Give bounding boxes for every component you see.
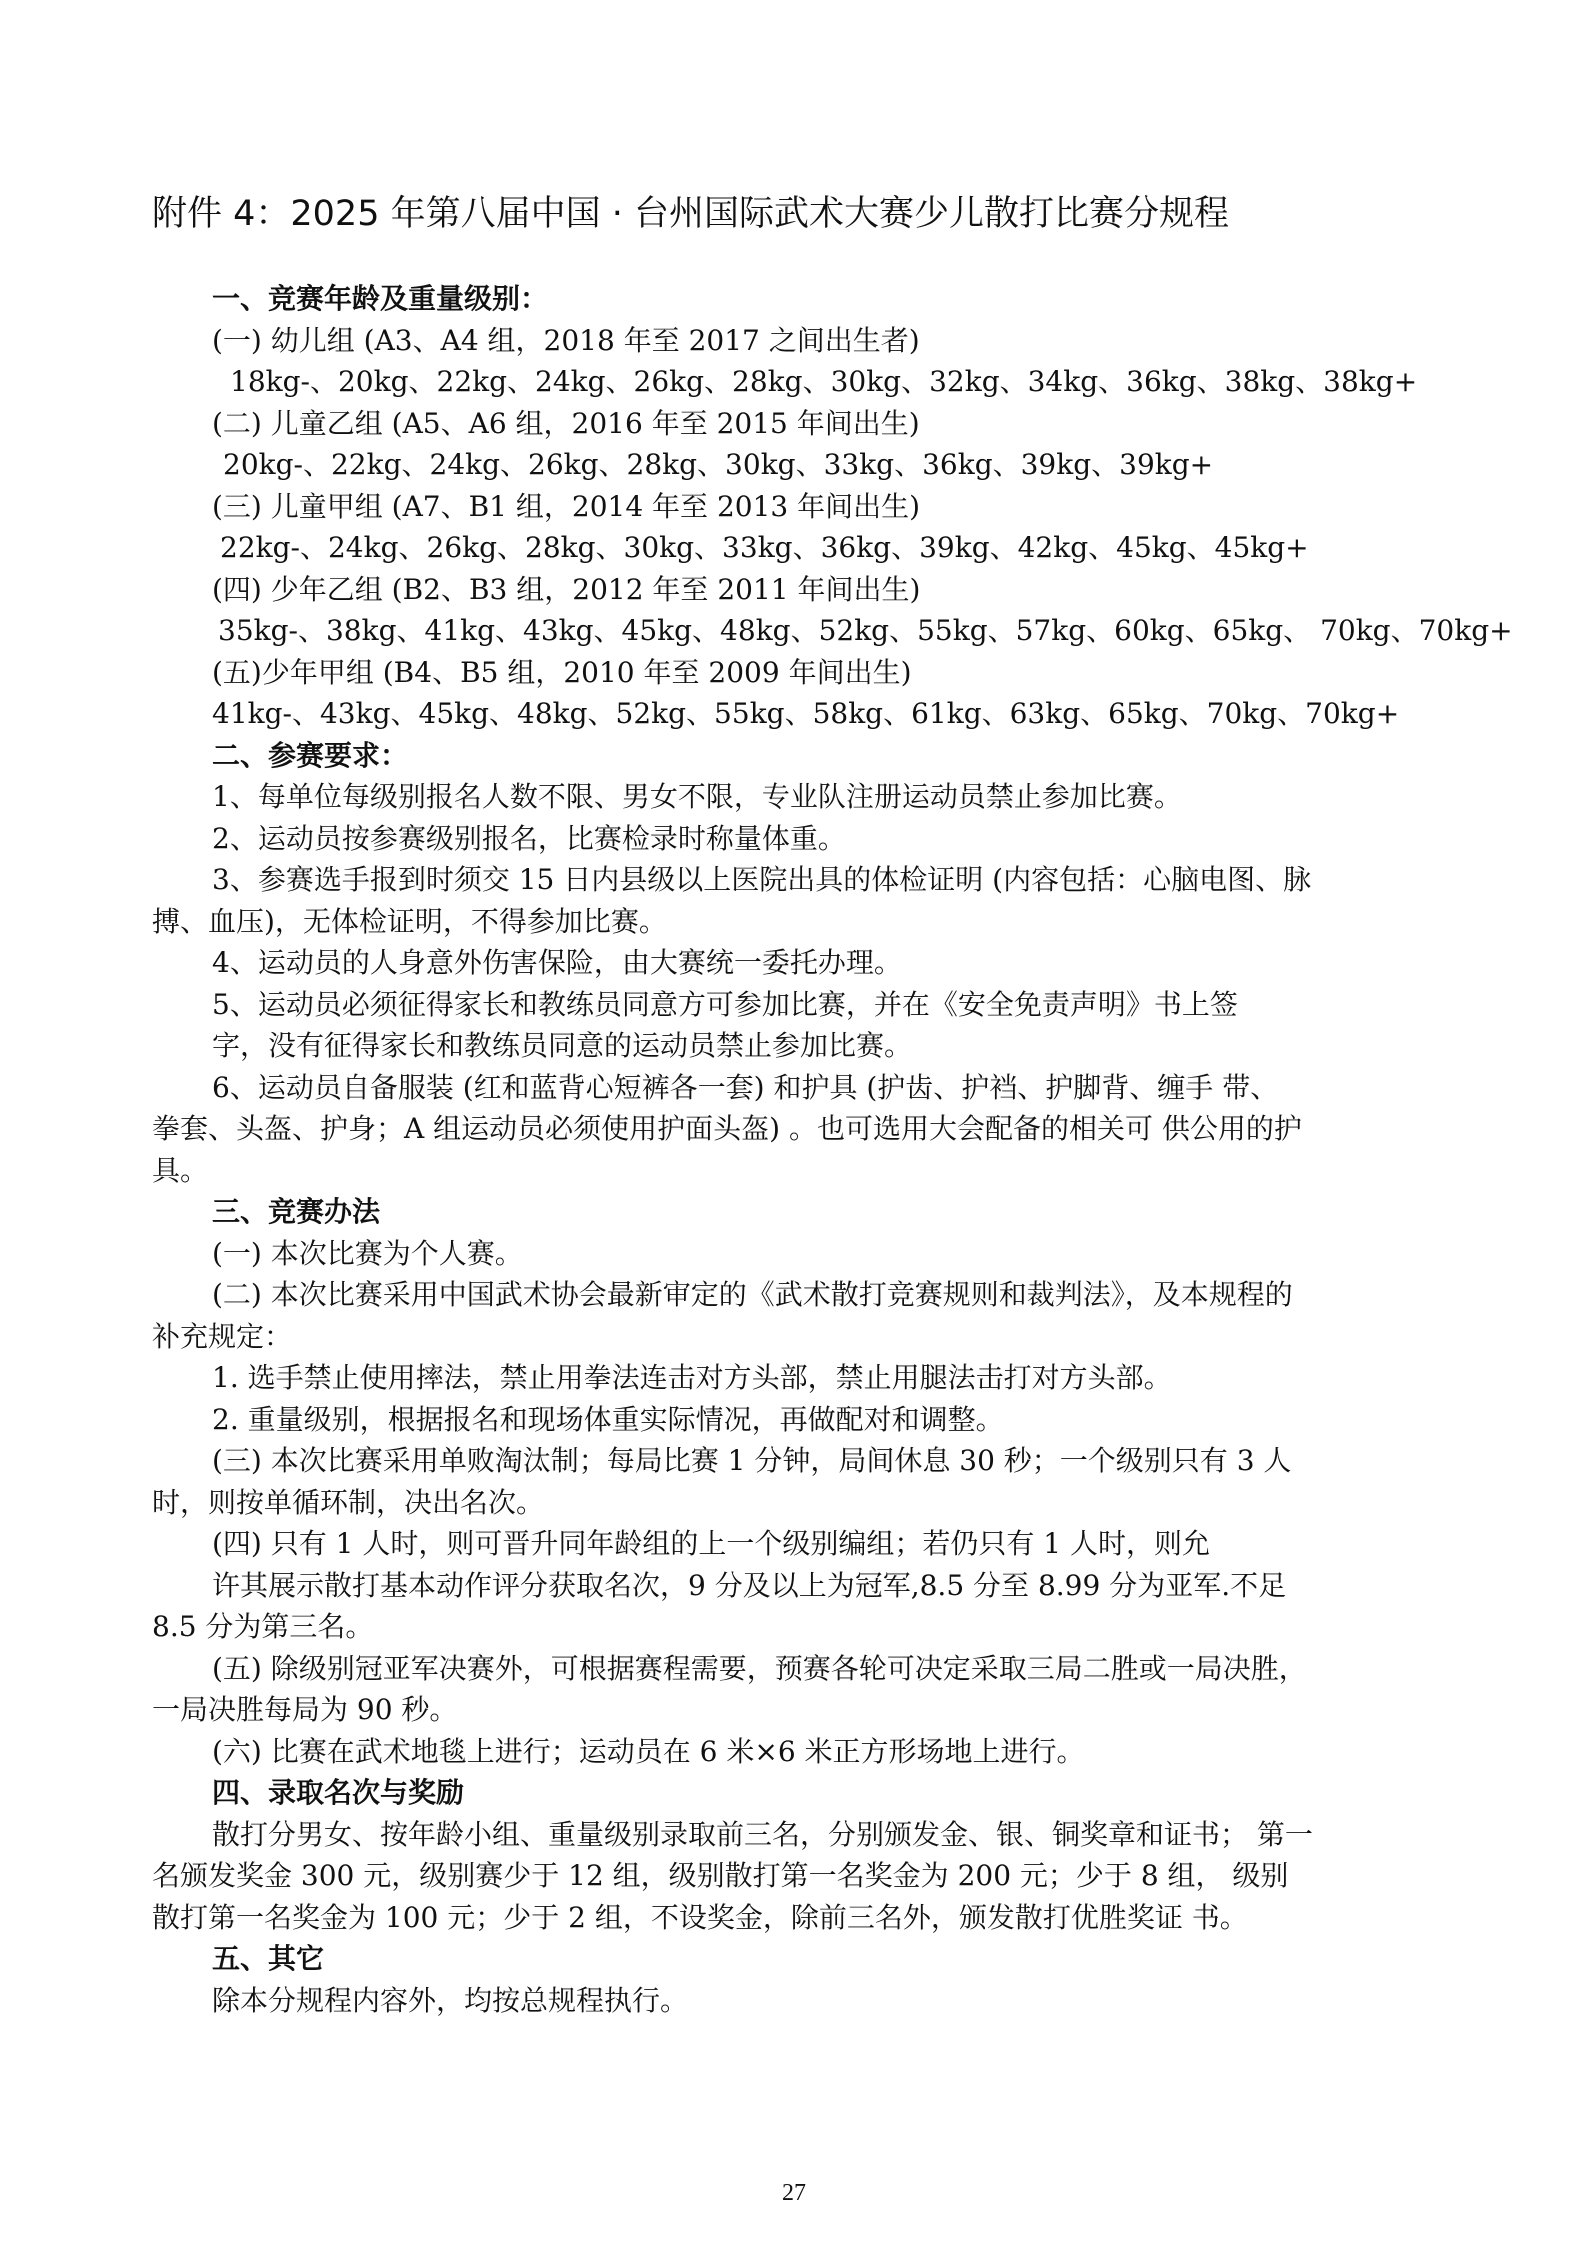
section-3-item-4-line-3: 8.5 分为第三名。: [152, 1610, 374, 1643]
section-2-heading: 二、参赛要求：: [212, 738, 409, 772]
group-5-weights: 41kg-、43kg、45kg、48kg、52kg、55kg、58kg、61kg、63kg、65kg、70kg、70kg+: [212, 697, 1400, 730]
section-2-item-6-line-3: 具。: [152, 1153, 209, 1187]
section-2-item-6-line-2: 拳套、头盔、护身；A 组运动员必须使用护面头盔) 。也可选用大会配备的相关可 供公用的护: [152, 1112, 1302, 1145]
section-4-para-line-1: 散打分男女、按年龄小组、重量级别录取前三名，分别颁发金、银、铜奖章和证书； 第一: [212, 1817, 1313, 1851]
group-2-weights: 20kg-、22kg、24kg、26kg、28kg、30kg、33kg、36kg、39kg、39kg+: [223, 448, 1214, 481]
section-1-heading: 一、竞赛年龄及重量级别：: [212, 282, 549, 315]
section-2-item-1: 1、每单位每级别报名人数不限、男女不限，专业队注册运动员禁止参加比赛。: [212, 780, 1182, 813]
section-5-para: 除本分规程内容外，均按总规程执行。: [212, 1983, 689, 2017]
section-2-item-5-line-1: 5、运动员必须征得家长和教练员同意方可参加比赛，并在《安全免责声明》书上签: [212, 987, 1238, 1021]
section-3-item-5-line-1: (五) 除级别冠亚军决赛外，可根据赛程需要，预赛各轮可决定采取三局二胜或一局决胜，: [212, 1651, 1307, 1685]
section-5-heading: 五、其它: [212, 1942, 325, 1975]
group-2-label: (二) 儿童乙组 (A5、A6 组，2016 年至 2015 年间出生): [212, 406, 920, 440]
section-3-item-3-line-1: (三) 本次比赛采用单败淘汰制；每局比赛 1 分钟，局间休息 30 秒；一个级别只有 3 人: [212, 1444, 1292, 1477]
section-3-rule-2: 2. 重量级别，根据报名和现场体重实际情况，再做配对和调整。: [212, 1402, 1004, 1436]
section-3-heading: 三、竞赛办法: [212, 1195, 381, 1228]
section-3-item-1: (一) 本次比赛为个人赛。: [212, 1236, 523, 1270]
section-3-item-4-line-2: 许其展示散打基本动作评分获取名次，9 分及以上为冠军,8.5 分至 8.99 分为亚军.不足: [212, 1568, 1287, 1602]
section-3-item-5-line-2: 一局决胜每局为 90 秒。: [152, 1693, 458, 1726]
section-3-item-2-line-2: 补充规定：: [152, 1319, 293, 1353]
section-3-item-2-line-1: (二) 本次比赛采用中国武术协会最新审定的《武术散打竞赛规则和裁判法》，及本规程的: [212, 1278, 1293, 1311]
section-2-item-3-line-1: 3、参赛选手报到时须交 15 日内县级以上医院出具的体检证明 (内容包括：心脑电图、脉: [212, 863, 1312, 896]
section-4-para-line-2: 名颁发奖金 300 元，级别赛少于 12 组，级别散打第一名奖金为 200 元；少于 8 组， 级别: [152, 1859, 1289, 1892]
group-4-label: (四) 少年乙组 (B2、B3 组，2012 年至 2011 年间出生): [212, 572, 921, 606]
section-4-heading: 四、录取名次与奖励: [212, 1776, 465, 1809]
section-2-item-3-line-2: 搏、血压)，无体检证明，不得参加比赛。: [152, 904, 667, 938]
section-3-item-3-line-2: 时，则按单循环制，决出名次。: [152, 1485, 545, 1519]
section-2-item-6-line-1: 6、运动员自备服装 (红和蓝背心短裤各一套) 和护具 (护齿、护裆、护脚背、缠手 带、: [212, 1070, 1279, 1104]
section-3-item-4-line-1: (四) 只有 1 人时，则可晋升同年龄组的上一个级别编组；若仍只有 1 人时，则允: [212, 1527, 1210, 1560]
page-number: 27: [782, 2180, 806, 2206]
document-body: [152, 278, 1513, 2021]
section-2-item-2: 2、运动员按参赛级别报名，比赛检录时称量体重。: [212, 821, 846, 855]
group-4-weights: 35kg-、38kg、41kg、43kg、45kg、48kg、52kg、55kg、57kg、60kg、65kg、 70kg、70kg+: [218, 614, 1513, 647]
group-1-label: (一) 幼儿组 (A3、A4 组，2018 年至 2017 之间出生者): [212, 323, 920, 357]
section-2-item-5-line-2: 字，没有征得家长和教练员同意的运动员禁止参加比赛。: [212, 1029, 913, 1062]
section-3-rule-1: 1. 选手禁止使用摔法，禁止用拳法连击对方头部，禁止用腿法击打对方头部。: [212, 1361, 1172, 1394]
group-1-weights: 18kg-、20kg、22kg、24kg、26kg、28kg、30kg、32kg、34kg、36kg、38kg、38kg+: [230, 365, 1418, 398]
section-2-item-4: 4、运动员的人身意外伤害保险，由大赛统一委托办理。: [212, 946, 902, 979]
section-3-item-6: (六) 比赛在武术地毯上进行；运动员在 6 米×6 米正方形场地上进行。: [212, 1734, 1085, 1768]
group-3-weights: 22kg-、24kg、26kg、28kg、30kg、33kg、36kg、39kg、42kg、45kg、45kg+: [220, 531, 1309, 564]
section-4-para-line-3: 散打第一名奖金为 100 元；少于 2 组，不设奖金，除前三名外，颁发散打优胜奖证 书。: [152, 1900, 1248, 1934]
group-3-label: (三) 儿童甲组 (A7、B1 组，2014 年至 2013 年间出生): [212, 489, 921, 523]
group-5-label: (五)少年甲组 (B4、B5 组，2010 年至 2009 年间出生): [212, 655, 912, 689]
document-title: 附件 4：2025 年第八届中国 · 台州国际武术大赛少儿散打比赛分规程: [152, 194, 1229, 234]
